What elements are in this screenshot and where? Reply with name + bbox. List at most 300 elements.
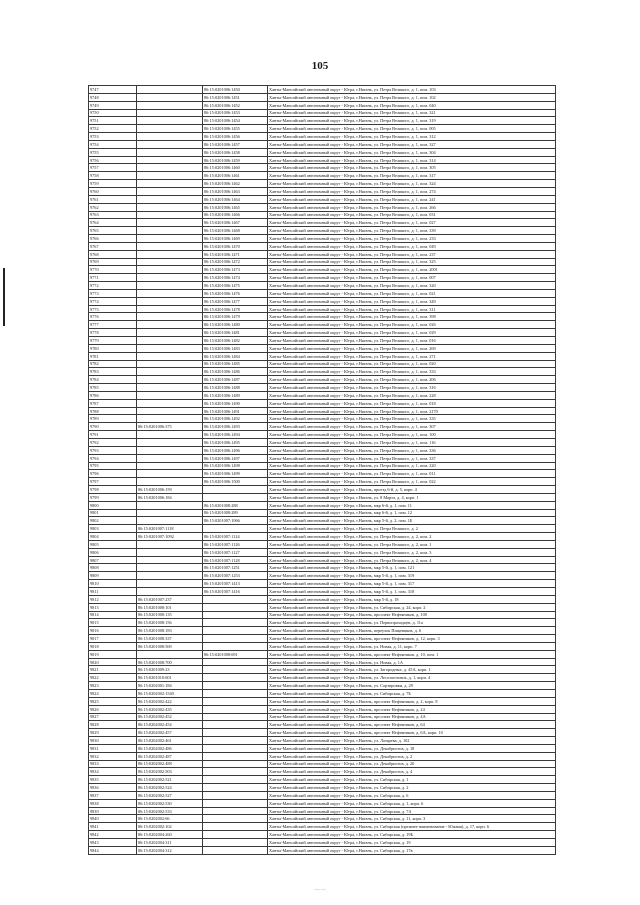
- premises-cadastral-number-cell: [203, 611, 268, 619]
- row-number-cell: 9833: [89, 760, 137, 768]
- row-number-cell: 9801: [89, 509, 137, 517]
- row-number-cell: 9825: [89, 697, 137, 705]
- land-cadastral-number-cell: [137, 454, 203, 462]
- table-row: [89, 682, 556, 690]
- premises-cadastral-number-cell: 86:15:0201006:1452: [203, 101, 268, 109]
- premises-cadastral-number-cell: 86:15:0201006:1494: [203, 431, 268, 439]
- land-cadastral-number-cell: [137, 650, 203, 658]
- table-row: [89, 807, 556, 815]
- address-cell: Ханты-Мансийский автономный округ - Югра, г.Нягань, ул. Петра Великого, д. 1, пом. 016: [268, 337, 556, 345]
- row-number-cell: 9754: [89, 140, 137, 148]
- address-cell: Ханты-Мансийский автономный округ - Югра, г.Нягань, ул. Петра Великого, д. 1, пом. 321: [268, 109, 556, 117]
- premises-cadastral-number-cell: 86:15:0201006:1498: [203, 462, 268, 470]
- address-cell: Ханты-Мансийский автономный округ - Югра, г.Нягань, ул. Петра Великого, д. 1, пом. 320: [268, 282, 556, 290]
- row-number-cell: 9767: [89, 242, 137, 250]
- premises-cadastral-number-cell: 86:15:0201006:1487: [203, 376, 268, 384]
- address-cell: Ханты-Мансийский автономный округ - Югра, г.Нягань, ул. Петра Великого, д. 1, пом. 305: [268, 164, 556, 172]
- land-cadastral-number-cell: [137, 517, 203, 525]
- address-cell: Ханты-Мансийский автономный округ - Югра, г.Нягань, ул. Сибирская, д. 7А: [268, 807, 556, 815]
- row-number-cell: 9824: [89, 689, 137, 697]
- registry-table-body: [89, 86, 556, 855]
- table-row: [89, 305, 556, 313]
- premises-cadastral-number-cell: [203, 697, 268, 705]
- table-row: [89, 729, 556, 737]
- land-cadastral-number-cell: [137, 337, 203, 345]
- row-number-cell: 9779: [89, 337, 137, 345]
- table-row: [89, 619, 556, 627]
- table-row: [89, 407, 556, 415]
- row-number-cell: 9750: [89, 109, 137, 117]
- land-cadastral-number-cell: [137, 289, 203, 297]
- premises-cadastral-number-cell: [203, 831, 268, 839]
- premises-cadastral-number-cell: 86:15:0201006:1491: [203, 407, 268, 415]
- row-number-cell: 9785: [89, 384, 137, 392]
- land-cadastral-number-cell: [137, 250, 203, 258]
- premises-cadastral-number-cell: 86:15:0201006:1450: [203, 86, 268, 94]
- row-number-cell: 9807: [89, 556, 137, 564]
- address-cell: Ханты-Мансийский автономный округ - Югра, г.Нягань, ул. Петра Великого, д. 1, пом. 011: [268, 470, 556, 478]
- premises-cadastral-number-cell: [203, 713, 268, 721]
- address-cell: Ханты-Мансийский автономный округ - Югра, г.Нягань, ул. Петра Великого, д. 1, пом. 269: [268, 344, 556, 352]
- row-number-cell: 9832: [89, 752, 137, 760]
- row-number-cell: 9813: [89, 603, 137, 611]
- address-cell: Ханты-Мансийский автономный округ - Югра, г.Нягань, ул. Петра Великого, д. 1, пом. 020: [268, 360, 556, 368]
- row-number-cell: 9843: [89, 839, 137, 847]
- row-number-cell: 9834: [89, 768, 137, 776]
- table-row: [89, 713, 556, 721]
- address-cell: Ханты-Мансийский автономный округ - Югра, г.Нягань, ул. Петра Великого, д. 1, пом. 324: [268, 180, 556, 188]
- row-number-cell: 9791: [89, 431, 137, 439]
- row-number-cell: 9840: [89, 815, 137, 823]
- table-row: [89, 470, 556, 478]
- address-cell: Ханты-Мансийский автономный округ - Югра, г.Нягань, ул. Петра Великого, д. 1, пом. 100: [268, 431, 556, 439]
- address-cell: Ханты-Мансийский автономный округ - Югра, г.Нягань, ул. Петра Великого, д. 1, пом. 018: [268, 399, 556, 407]
- land-cadastral-number-cell: [137, 172, 203, 180]
- land-cadastral-number-cell: [137, 321, 203, 329]
- table-row: [89, 580, 556, 588]
- row-number-cell: 9786: [89, 391, 137, 399]
- land-cadastral-number-cell: [137, 133, 203, 141]
- land-cadastral-number-cell: [137, 462, 203, 470]
- row-number-cell: 9756: [89, 156, 137, 164]
- table-row: [89, 666, 556, 674]
- premises-cadastral-number-cell: [203, 635, 268, 643]
- land-cadastral-number-cell: [137, 540, 203, 548]
- table-row: [89, 321, 556, 329]
- row-number-cell: 9752: [89, 125, 137, 133]
- land-cadastral-number-cell: 86:15:0202004:312: [137, 846, 203, 854]
- row-number-cell: 9768: [89, 250, 137, 258]
- row-number-cell: 9751: [89, 117, 137, 125]
- table-row: [89, 376, 556, 384]
- row-number-cell: 9761: [89, 195, 137, 203]
- premises-cadastral-number-cell: 86:15:0201006:1454: [203, 117, 268, 125]
- table-row: [89, 627, 556, 635]
- table-row: [89, 705, 556, 713]
- address-cell: Ханты-Мансийский автономный округ - Югра, г.Нягань, проспект Нефтяников, д. 4А: [268, 713, 556, 721]
- row-number-cell: 9829: [89, 729, 137, 737]
- premises-cadastral-number-cell: 86:15:0201008:691: [203, 650, 268, 658]
- table-row: [89, 180, 556, 188]
- land-cadastral-number-cell: [137, 580, 203, 588]
- row-number-cell: 9759: [89, 180, 137, 188]
- land-cadastral-number-cell: [137, 446, 203, 454]
- table-row: [89, 588, 556, 596]
- premises-cadastral-number-cell: 86:15:0201007:1124: [203, 533, 268, 541]
- table-row: [89, 486, 556, 494]
- row-number-cell: 9831: [89, 744, 137, 752]
- table-row: [89, 509, 556, 517]
- premises-cadastral-number-cell: 86:15:0201006:1472: [203, 258, 268, 266]
- row-number-cell: 9817: [89, 635, 137, 643]
- land-cadastral-number-cell: [137, 384, 203, 392]
- land-cadastral-number-cell: [137, 305, 203, 313]
- land-cadastral-number-cell: 86:15:0201006:159: [137, 486, 203, 494]
- row-number-cell: 9771: [89, 274, 137, 282]
- land-cadastral-number-cell: 86:15:0202004:260: [137, 831, 203, 839]
- land-cadastral-number-cell: 86:15:0202002:457: [137, 729, 203, 737]
- row-number-cell: 9800: [89, 501, 137, 509]
- row-number-cell: 9810: [89, 580, 137, 588]
- address-cell: Ханты-Мансийский автономный округ - Югра, г.Нягань, ул. Сибирская, д. 1: [268, 776, 556, 784]
- land-cadastral-number-cell: [137, 282, 203, 290]
- table-row: [89, 156, 556, 164]
- premises-cadastral-number-cell: [203, 642, 268, 650]
- table-row: [89, 454, 556, 462]
- table-row: [89, 258, 556, 266]
- table-row: [89, 823, 556, 831]
- table-row: [89, 164, 556, 172]
- address-cell: Ханты-Мансийский автономный округ - Югра, г.Нягань, ул. Петра Великого, д. 2, пом. 2: [268, 533, 556, 541]
- row-number-cell: 9772: [89, 282, 137, 290]
- premises-cadastral-number-cell: 86:15:0201006:1485: [203, 360, 268, 368]
- row-number-cell: 9787: [89, 399, 137, 407]
- table-row: [89, 799, 556, 807]
- address-cell: Ханты-Мансийский автономный округ - Югра, г.Нягань, ул. Петра Великого, д. 1, пом. 233: [268, 235, 556, 243]
- land-cadastral-number-cell: [137, 501, 203, 509]
- land-cadastral-number-cell: 86:15:0202002:66: [137, 815, 203, 823]
- premises-cadastral-number-cell: [203, 619, 268, 627]
- row-number-cell: 9804: [89, 533, 137, 541]
- address-cell: Ханты-Мансийский автономный округ - Югра, г.Нягань, мкр 5-й, д. 2, пом. 1Б: [268, 517, 556, 525]
- table-row: [89, 368, 556, 376]
- table-row: [89, 266, 556, 274]
- land-cadastral-number-cell: 86:15:0202002:435: [137, 705, 203, 713]
- land-cadastral-number-cell: [137, 407, 203, 415]
- premises-cadastral-number-cell: [203, 807, 268, 815]
- premises-cadastral-number-cell: [203, 682, 268, 690]
- table-row: [89, 776, 556, 784]
- premises-cadastral-number-cell: 86:15:0201006:1465: [203, 203, 268, 211]
- address-cell: Ханты-Мансийский автономный округ - Югра, г.Нягань, проспект Нефтяников, д. 12, корп. 3: [268, 635, 556, 643]
- table-row: [89, 744, 556, 752]
- row-number-cell: 9803: [89, 525, 137, 533]
- premises-cadastral-number-cell: 86:15:0201006:1456: [203, 133, 268, 141]
- premises-cadastral-number-cell: 86:15:0201006:1464: [203, 195, 268, 203]
- premises-cadastral-number-cell: 86:15:0201006:1482: [203, 337, 268, 345]
- row-number-cell: 9776: [89, 313, 137, 321]
- premises-cadastral-number-cell: 86:15:0201006:1486: [203, 368, 268, 376]
- address-cell: Ханты-Мансийский автономный округ - Югра, г.Нягань, ул. Петра Великого, д. 2: [268, 525, 556, 533]
- land-cadastral-number-cell: [137, 431, 203, 439]
- row-number-cell: 9827: [89, 713, 137, 721]
- address-cell: Ханты-Мансийский автономный округ - Югра, г.Нягань, ул. Петра Великого, д. 1, пом. 314: [268, 156, 556, 164]
- address-cell: Ханты-Мансийский автономный округ - Югра, г.Нягань, ул. Петра Великого, д. 1, пом. 335: [268, 415, 556, 423]
- land-cadastral-number-cell: 86:15:0201006:184: [137, 493, 203, 501]
- land-cadastral-number-cell: [137, 415, 203, 423]
- premises-cadastral-number-cell: 86:15:0201007:1128: [203, 556, 268, 564]
- land-cadastral-number-cell: 86:15:0202002:524: [137, 784, 203, 792]
- land-cadastral-number-cell: [137, 140, 203, 148]
- table-row: [89, 846, 556, 854]
- table-row: [89, 140, 556, 148]
- row-number-cell: 9830: [89, 737, 137, 745]
- premises-cadastral-number-cell: [203, 846, 268, 854]
- address-cell: Ханты-Мансийский автономный округ - Югра, г.Нягань, ул. Петра Великого, д. 1, пом. 029: [268, 329, 556, 337]
- premises-cadastral-number-cell: [203, 705, 268, 713]
- land-cadastral-number-cell: 86:15:0202002:488: [137, 760, 203, 768]
- table-row: [89, 337, 556, 345]
- address-cell: Ханты-Мансийский автономный округ - Югра, г.Нягань, ул. Петра Великого, д. 1, пом. 327: [268, 140, 556, 148]
- address-cell: Ханты-Мансийский автономный округ - Югра, г.Нягань, ул. Петра Великого, д. 1, пом. 102: [268, 93, 556, 101]
- address-cell: Ханты-Мансийский автономный округ - Югра, г.Нягань, ул. Петра Великого, д. 1, пом. 022: [268, 478, 556, 486]
- land-cadastral-number-cell: [137, 368, 203, 376]
- address-cell: Ханты-Мансийский автономный округ - Югра, г.Нягань, проспект Нефтяников, д. 64: [268, 721, 556, 729]
- premises-cadastral-number-cell: 86:15:0201007:1126: [203, 540, 268, 548]
- address-cell: Ханты-Мансийский автономный округ - Югра, г.Нягань, ул. Петра Великого, д. 1, пом. 021: [268, 289, 556, 297]
- table-row: [89, 203, 556, 211]
- land-cadastral-number-cell: 86:15:0201008:101: [137, 603, 203, 611]
- row-number-cell: 9837: [89, 791, 137, 799]
- address-cell: Ханты-Мансийский автономный округ - Югра, г.Нягань, ул. Сибирская, д. 19Б: [268, 831, 556, 839]
- row-number-cell: 9775: [89, 305, 137, 313]
- address-cell: Ханты-Мансийский автономный округ - Югра, г.Нягань, мкр 6-й, д. 1, пом. 12: [268, 509, 556, 517]
- row-number-cell: 9828: [89, 721, 137, 729]
- land-cadastral-number-cell: 86:15:0201006:375: [137, 423, 203, 431]
- table-row: [89, 533, 556, 541]
- land-cadastral-number-cell: [137, 211, 203, 219]
- table-row: [89, 674, 556, 682]
- table-row: [89, 415, 556, 423]
- table-row: [89, 125, 556, 133]
- address-cell: Ханты-Мансийский автономный округ - Югра, г.Нягань, ул. Петра Великого, д. 1, пом. 103: [268, 86, 556, 94]
- land-cadastral-number-cell: 86:15:0202002:503: [137, 768, 203, 776]
- row-number-cell: 9816: [89, 627, 137, 635]
- table-row: [89, 172, 556, 180]
- land-cadastral-number-cell: [137, 344, 203, 352]
- premises-cadastral-number-cell: [203, 666, 268, 674]
- land-cadastral-number-cell: 86:15:0201008:569: [137, 642, 203, 650]
- land-cadastral-number-cell: 86:15:0201008:156: [137, 619, 203, 627]
- land-cadastral-number-cell: 86:15:0201008:135: [137, 611, 203, 619]
- address-cell: Ханты-Мансийский автономный округ - Югра, г.Нягань, переулок Пищевиков, д. 6: [268, 627, 556, 635]
- address-cell: Ханты-Мансийский автономный округ - Югра, г.Нягань, ул. Петра Великого, д. 1, пом. 241: [268, 195, 556, 203]
- row-number-cell: 9826: [89, 705, 137, 713]
- address-cell: Ханты-Мансийский автономный округ - Югра, г.Нягань, мкр 5-й, д. 1, пом. 317: [268, 580, 556, 588]
- row-number-cell: 9755: [89, 148, 137, 156]
- address-cell: Ханты-Мансийский автономный округ - Югра, г.Нягань, ул. Сибирская, д. 6: [268, 791, 556, 799]
- row-number-cell: 9818: [89, 642, 137, 650]
- address-cell: Ханты-Мансийский автономный округ - Югра, г.Нягань, ул. Петра Великого, д. 1, пом. 026: [268, 321, 556, 329]
- address-cell: Ханты-Мансийский автономный округ - Югра, г.Нягань, ул. 8 Марта, д. 4, корп. 1: [268, 493, 556, 501]
- address-cell: Ханты-Мансийский автономный округ - Югра, г.Нягань, мкр 6-й, д. 1, пом. 11: [268, 501, 556, 509]
- table-row: [89, 462, 556, 470]
- address-cell: Ханты-Мансийский автономный округ - Югра, г.Нягань, ул. Декабристов, д. 18: [268, 744, 556, 752]
- row-number-cell: 9839: [89, 807, 137, 815]
- land-cadastral-number-cell: [137, 572, 203, 580]
- table-row: [89, 540, 556, 548]
- address-cell: Ханты-Мансийский автономный округ - Югра, г.Нягань, ул. Сибирская, д. 1, корп. 6: [268, 799, 556, 807]
- premises-cadastral-number-cell: 86:15:0201006:1479: [203, 313, 268, 321]
- table-row: [89, 352, 556, 360]
- premises-cadastral-number-cell: 86:15:0201006:1489: [203, 391, 268, 399]
- row-number-cell: 9774: [89, 297, 137, 305]
- table-row: [89, 391, 556, 399]
- premises-cadastral-number-cell: 86:15:0201006:1451: [203, 93, 268, 101]
- premises-cadastral-number-cell: [203, 823, 268, 831]
- premises-cadastral-number-cell: 86:15:0201006:1495: [203, 438, 268, 446]
- premises-cadastral-number-cell: [203, 525, 268, 533]
- premises-cadastral-number-cell: [203, 486, 268, 494]
- address-cell: Ханты-Мансийский автономный округ - Югра, г.Нягань, мкр 5-й, д. 1, пом. 319: [268, 572, 556, 580]
- table-row: [89, 517, 556, 525]
- premises-cadastral-number-cell: 86:15:0201006:1468: [203, 227, 268, 235]
- land-cadastral-number-cell: [137, 156, 203, 164]
- premises-cadastral-number-cell: 86:15:0201006:1483: [203, 344, 268, 352]
- address-cell: Ханты-Мансийский автономный округ - Югра, г.Нягань, ул. Сибирская, д. 2: [268, 784, 556, 792]
- address-cell: Ханты-Мансийский автономный округ - Югра, г.Нягань, ул. Декабристов, д. 4: [268, 768, 556, 776]
- land-cadastral-number-cell: 86:15:0202002:102: [137, 823, 203, 831]
- row-number-cell: 9798: [89, 486, 137, 494]
- table-row: [89, 109, 556, 117]
- land-cadastral-number-cell: [137, 376, 203, 384]
- premises-cadastral-number-cell: 86:15:0201006:1480: [203, 321, 268, 329]
- row-number-cell: 9749: [89, 101, 137, 109]
- row-number-cell: 9836: [89, 784, 137, 792]
- table-row: [89, 635, 556, 643]
- premises-cadastral-number-cell: 86:15:0201006:1470: [203, 242, 268, 250]
- land-cadastral-number-cell: [137, 148, 203, 156]
- table-row: [89, 360, 556, 368]
- land-cadastral-number-cell: [137, 235, 203, 243]
- address-cell: Ханты-Мансийский автономный округ - Югра, г.Нягань, ул. Сибирская, д. 24, корп. 2: [268, 603, 556, 611]
- land-cadastral-number-cell: 86:15:0202002:527: [137, 791, 203, 799]
- table-row: [89, 399, 556, 407]
- premises-cadastral-number-cell: 86:15:0201006:1477: [203, 297, 268, 305]
- land-cadastral-number-cell: [137, 564, 203, 572]
- row-number-cell: 9802: [89, 517, 137, 525]
- premises-cadastral-number-cell: 86:15:0201006:1466: [203, 211, 268, 219]
- premises-cadastral-number-cell: [203, 493, 268, 501]
- land-cadastral-number-cell: [137, 329, 203, 337]
- row-number-cell: 9792: [89, 438, 137, 446]
- address-cell: Ханты-Мансийский автономный округ - Югра, г.Нягань, ул. Петра Великого, д. 1, пом. 040: [268, 101, 556, 109]
- row-number-cell: 9780: [89, 344, 137, 352]
- address-cell: Ханты-Мансийский автономный округ - Югра, г.Нягань, ул. Сибирская, д. 19: [268, 839, 556, 847]
- address-cell: Ханты-Мансийский автономный округ - Югра, г.Нягань, ул. Петра Великого, д. 1, пом. 2001: [268, 266, 556, 274]
- premises-cadastral-number-cell: 86:15:0201006:1462: [203, 180, 268, 188]
- premises-cadastral-number-cell: 86:15:0201008:289: [203, 509, 268, 517]
- land-cadastral-number-cell: 86:15:0202002:487: [137, 752, 203, 760]
- row-number-cell: 9820: [89, 658, 137, 666]
- premises-cadastral-number-cell: 86:15:0201007:1253: [203, 572, 268, 580]
- address-cell: Ханты-Мансийский автономный округ - Югра, г.Нягань, ул. Петра Великого, д. 1, пом. 349: [268, 297, 556, 305]
- row-number-cell: 9788: [89, 407, 137, 415]
- land-cadastral-number-cell: 86:15:0202002:1540: [137, 689, 203, 697]
- address-cell: Ханты-Мансийский автономный округ - Югра, г.Нягань, ул. Лесозаготовок, д. 1, корп. 4: [268, 674, 556, 682]
- premises-cadastral-number-cell: [203, 768, 268, 776]
- land-cadastral-number-cell: 86:15:0201008:700: [137, 658, 203, 666]
- row-number-cell: 9760: [89, 187, 137, 195]
- table-row: [89, 650, 556, 658]
- land-cadastral-number-cell: [137, 360, 203, 368]
- premises-cadastral-number-cell: 86:15:0201007:1066: [203, 517, 268, 525]
- page-number: 105: [311, 60, 329, 72]
- address-cell: Ханты-Мансийский автономный округ - Югра, г.Нягань, ул. Петра Великого, д. 1, пом. 274: [268, 187, 556, 195]
- row-number-cell: 9812: [89, 595, 137, 603]
- row-number-cell: 9789: [89, 415, 137, 423]
- table-row: [89, 493, 556, 501]
- table-row: [89, 831, 556, 839]
- address-cell: Ханты-Мансийский автономный округ - Югра, г.Нягань, ул. Сибирская, д. 11, корп. 3: [268, 815, 556, 823]
- table-row: [89, 784, 556, 792]
- premises-cadastral-number-cell: 86:15:0201006:1478: [203, 305, 268, 313]
- land-cadastral-number-cell: 86:15:0201008:183: [137, 627, 203, 635]
- table-row: [89, 603, 556, 611]
- table-row: [89, 117, 556, 125]
- row-number-cell: 9806: [89, 548, 137, 556]
- table-row: [89, 839, 556, 847]
- table-row: [89, 525, 556, 533]
- premises-cadastral-number-cell: 86:15:0201006:1473: [203, 266, 268, 274]
- land-cadastral-number-cell: [137, 588, 203, 596]
- row-number-cell: 9764: [89, 219, 137, 227]
- premises-cadastral-number-cell: 86:15:0201006:1497: [203, 454, 268, 462]
- table-row: [89, 101, 556, 109]
- row-number-cell: 9765: [89, 227, 137, 235]
- land-cadastral-number-cell: 86:15:0201010:601: [137, 674, 203, 682]
- table-row: [89, 344, 556, 352]
- row-number-cell: 9823: [89, 682, 137, 690]
- address-cell: Ханты-Мансийский автономный округ - Югра, г.Нягань, ул. Петра Великого, д. 1, пом. 031: [268, 211, 556, 219]
- premises-cadastral-number-cell: 86:15:0201006:1469: [203, 235, 268, 243]
- land-cadastral-number-cell: [137, 391, 203, 399]
- land-cadastral-number-cell: [137, 242, 203, 250]
- address-cell: Ханты-Мансийский автономный округ - Югра, г.Нягань, ул. Первопроходцев, д. 11а: [268, 619, 556, 627]
- land-cadastral-number-cell: [137, 164, 203, 172]
- address-cell: Ханты-Мансийский автономный округ - Югра, г.Нягань, проспект Нефтяников, д. 10, пом. 1: [268, 650, 556, 658]
- premises-cadastral-number-cell: [203, 752, 268, 760]
- land-cadastral-number-cell: 86:15:0201008:337: [137, 635, 203, 643]
- premises-cadastral-number-cell: [203, 627, 268, 635]
- table-row: [89, 791, 556, 799]
- address-cell: Ханты-Мансийский автономный округ - Югра, г.Нягань, ул. Сибирская, д. 7Б: [268, 689, 556, 697]
- address-cell: Ханты-Мансийский автономный округ - Югра, г.Нягань, ул. Петра Великого, д. 1, пом. 027: [268, 219, 556, 227]
- row-number-cell: 9796: [89, 470, 137, 478]
- address-cell: Ханты-Мансийский автономный округ - Югра, г.Нягань, ул. Декабристов, д. 2: [268, 752, 556, 760]
- premises-cadastral-number-cell: 86:15:0201006:1481: [203, 329, 268, 337]
- premises-cadastral-number-cell: 86:15:0201006:1459: [203, 156, 268, 164]
- address-cell: Ханты-Мансийский автономный округ - Югра, г.Нягань, ул. Петра Великого, д. 1, пом. 049: [268, 242, 556, 250]
- row-number-cell: 9784: [89, 376, 137, 384]
- address-cell: Ханты-Мансийский автономный округ - Югра, г.Нягань, мкр 5-й, д. 1, пом. 318: [268, 588, 556, 596]
- address-cell: Ханты-Мансийский автономный округ - Югра, г.Нягань, ул. Декабристов, д. 20: [268, 760, 556, 768]
- premises-cadastral-number-cell: 86:15:0201007:1251: [203, 564, 268, 572]
- land-cadastral-number-cell: [137, 101, 203, 109]
- table-row: [89, 93, 556, 101]
- table-row: [89, 431, 556, 439]
- land-cadastral-number-cell: 86:15:0201007:1118: [137, 525, 203, 533]
